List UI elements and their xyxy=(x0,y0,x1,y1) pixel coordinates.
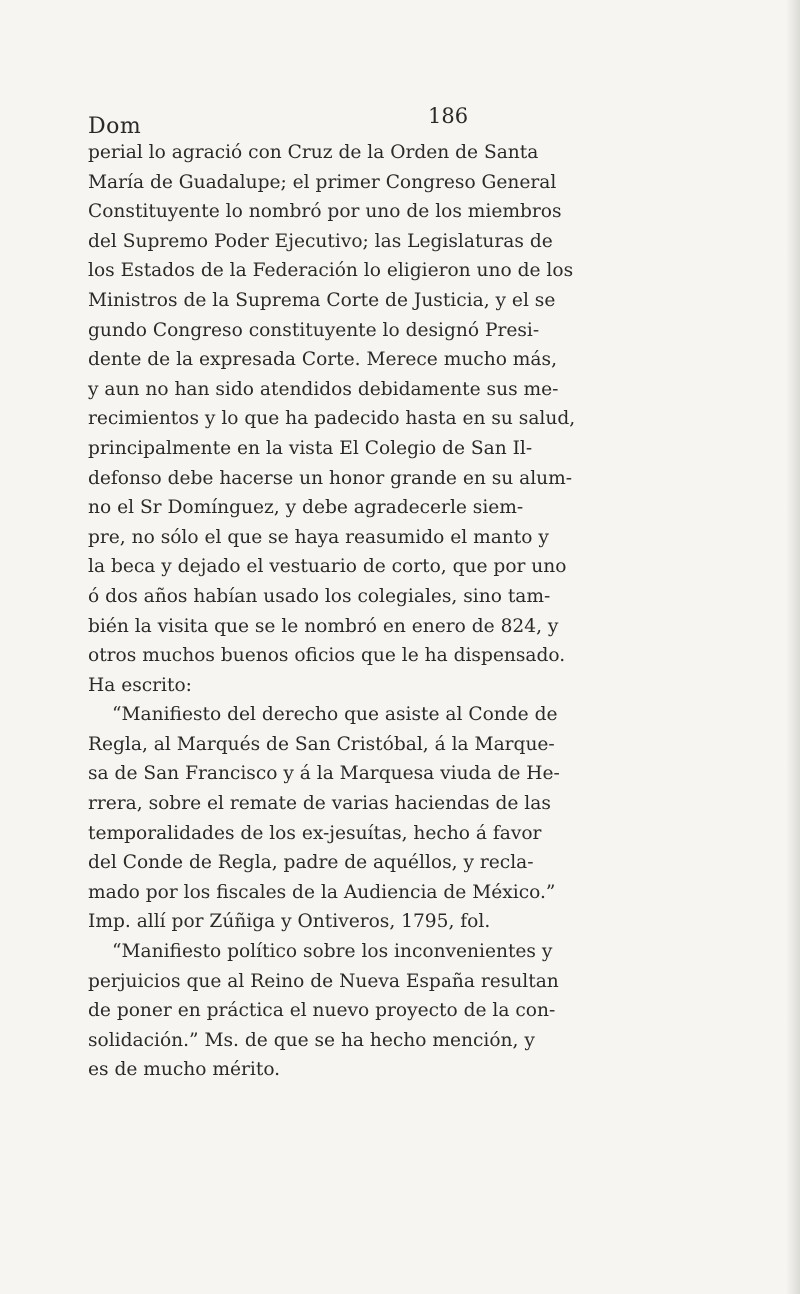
text-line: rrera, sobre el remate de varias haciendas de las xyxy=(88,793,551,815)
text-line: mado por los fiscales de la Audiencia de México.” xyxy=(88,881,556,903)
text-line: bién la visita que se le nombró en enero de 824, y xyxy=(88,615,559,637)
page-edge-shadow xyxy=(786,0,800,1294)
text-line: no el Sr Domínguez, y debe agradecerle siem- xyxy=(88,497,524,519)
text-line: otros muchos buenos oficios que le ha dispensado. xyxy=(88,645,566,667)
text-line: perial lo agració con Cruz de la Orden de Santa xyxy=(88,142,539,163)
text-line: Regla, al Marqués de San Cristóbal, á la Marque- xyxy=(88,733,555,755)
body-text xyxy=(88,138,728,1085)
text-line: pre, no sólo el que se haya reasumido el manto y xyxy=(88,526,549,548)
text-line: Imp. allí por Zúñiga y Ontiveros, 1795, fol. xyxy=(88,911,491,933)
text-line: gundo Congreso constituyente lo designó Presi- xyxy=(88,319,540,341)
text-line: dente de la expresada Corte. Merece mucho más, xyxy=(88,349,557,371)
text-line: perjuicios que al Reino de Nueva España resultan xyxy=(88,970,559,992)
text-line: del Supremo Poder Ejecutivo; las Legislaturas de xyxy=(88,230,553,252)
text-line: recimientos y lo que ha padecido hasta en su salud, xyxy=(88,408,576,430)
page-number: 186 xyxy=(428,104,469,128)
text-line: y aun no han sido atendidos debidamente sus me- xyxy=(88,378,559,400)
text-line: Ministros de la Suprema Corte de Justicia, y el se xyxy=(88,289,556,311)
text-line: principalmente en la vista El Colegio de San Il- xyxy=(88,437,533,459)
text-line: “Manifiesto del derecho que asiste al Conde de xyxy=(112,704,558,726)
text-line: María de Guadalupe; el primer Congreso General xyxy=(88,171,557,193)
text-line: Constituyente lo nombró por uno de los miembros xyxy=(88,201,562,223)
text-line: los Estados de la Federación lo eligieron uno de los xyxy=(88,260,574,282)
text-line: del Conde de Regla, padre de aquéllos, y recla- xyxy=(88,852,534,874)
text-line: es de mucho mérito. xyxy=(88,1059,281,1081)
text-line: temporalidades de los ex-jesuítas, hecho á favor xyxy=(88,822,542,844)
text-line: sa de San Francisco y á la Marquesa viuda de He- xyxy=(88,763,560,785)
text-line: “Manifiesto político sobre los inconvenientes y xyxy=(112,941,553,963)
text-line: Ha escrito: xyxy=(88,674,192,696)
text-line: defonso debe hacerse un honor grande en su alum- xyxy=(88,467,573,489)
text-line: ó dos años habían usado los colegiales, sino tam- xyxy=(88,585,551,607)
text-line: la beca y dejado el vestuario de corto, que por uno xyxy=(88,556,567,578)
text-line: solidación.” Ms. de que se ha hecho mención, y xyxy=(88,1029,535,1051)
text-line: de poner en práctica el nuevo proyecto de la con- xyxy=(88,1000,556,1022)
running-head: Dom xyxy=(88,114,142,139)
